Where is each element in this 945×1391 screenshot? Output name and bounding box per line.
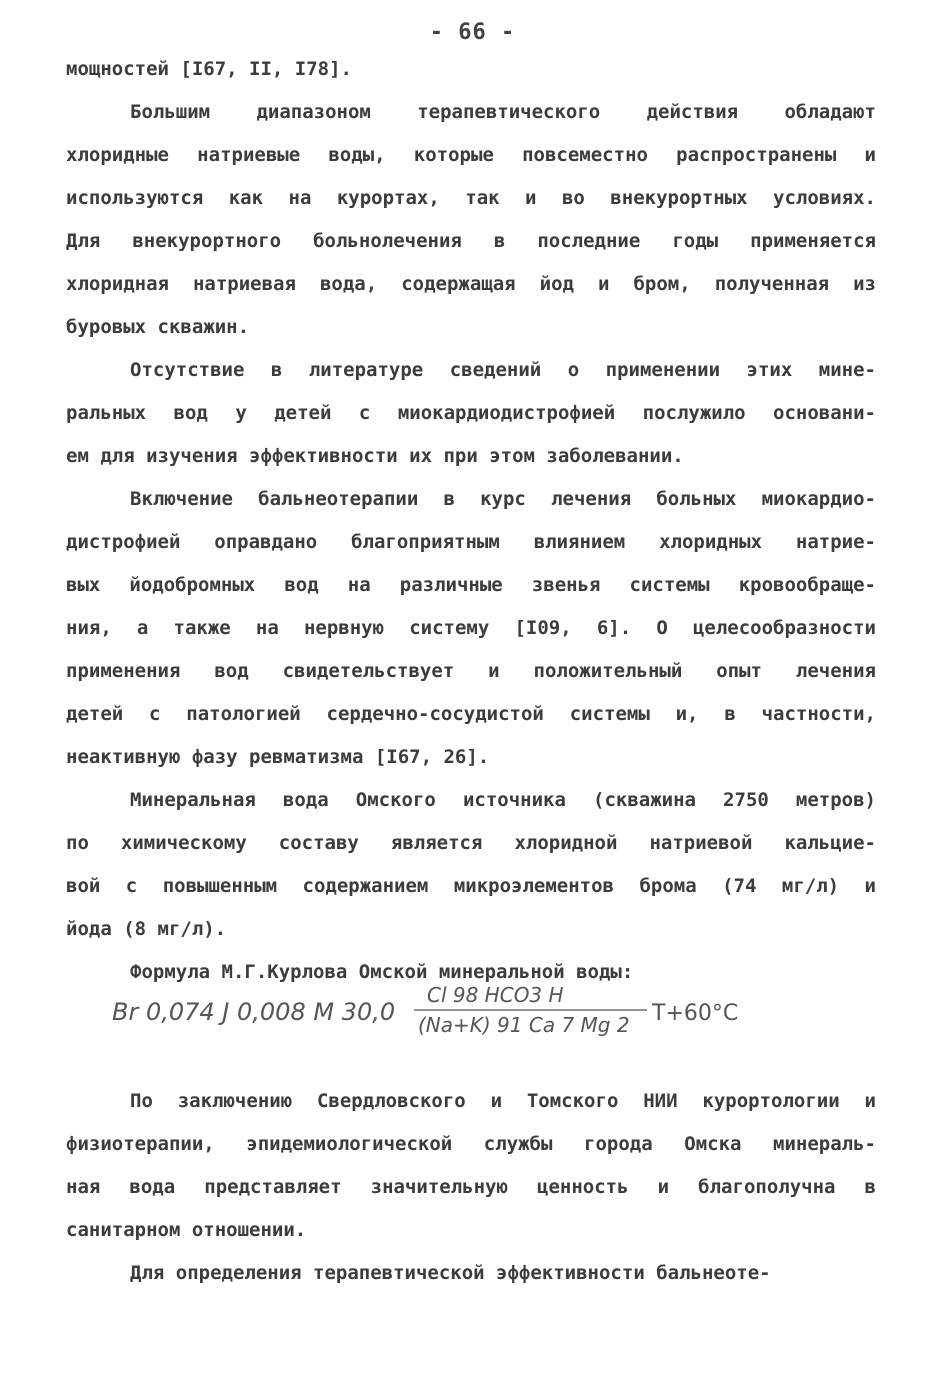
- text-line: По заключению Свердловского и Томского НИИ курортологии и: [130, 1090, 876, 1112]
- text-line: дистрофией оправдано благоприятным влиянием хлоридных натрие-: [66, 531, 876, 553]
- text-line: применения вод свидетельствует и положительный опыт лечения: [66, 660, 876, 682]
- text-line: Для определения терапевтической эффективности бальнеоте-: [130, 1262, 771, 1284]
- text-line: по химическому составу является хлоридной натриевой кальцие-: [66, 832, 876, 854]
- text-line: используются как на курортах, так и во внекурортных условиях.: [66, 187, 876, 209]
- kurlov-formula: [112, 980, 752, 1040]
- formula-denominator: (Na+K) 91 Ca 7 Mg 2: [418, 1013, 630, 1037]
- formula-prefix: Br 0,074 J 0,008 M 30,0: [112, 998, 396, 1026]
- text-line: неактивную фазу ревматизма [I67, 26].: [66, 746, 490, 768]
- body-text: [66, 48, 876, 1295]
- text-line: ральных вод у детей с миокардиодистрофией послужило основани-: [66, 402, 876, 424]
- text-line: йода (8 мг/л).: [66, 918, 227, 940]
- text-line: Большим диапазоном терапевтического действия обладают: [130, 101, 876, 123]
- text-line: ная вода представляет значительную ценность и благополучна в: [66, 1176, 876, 1198]
- text-line: хлоридная натриевая вода, содержащая йод и бром, полученная из: [66, 273, 876, 295]
- formula-numerator: Cl 98 HCO3 H: [427, 983, 564, 1007]
- text-line: буровых скважин.: [66, 316, 250, 338]
- text-line: санитарном отношении.: [66, 1219, 307, 1241]
- text-line: ем для изучения эффективности их при этом заболевании.: [66, 445, 684, 467]
- page-number: - 66 -: [429, 20, 516, 45]
- text-line: Отсутствие в литературе сведений о применении этих мине-: [130, 359, 876, 381]
- text-line: Минеральная вода Омского источника (скважина 2750 метров): [130, 789, 876, 811]
- text-line: вой с повышенным содержанием микроэлементов брома (74 мг/л) и: [66, 875, 876, 897]
- formula-suffix: T+60°C: [652, 1001, 739, 1026]
- text-line: физиотерапии, эпидемиологической службы города Омска минераль-: [66, 1133, 876, 1155]
- text-line: Для внекурортного больнолечения в последние годы применяется: [66, 230, 876, 252]
- text-line: ния, а также на нервную систему [I09, 6]. О целесообразности: [66, 617, 876, 639]
- text-line: Включение бальнеотерапии в курс лечения больных миокардио-: [130, 488, 876, 510]
- text-line: Формула М.Г.Курлова Омской минеральной воды:: [130, 961, 634, 983]
- text-line: мощностей [I67, II, I78].: [66, 58, 352, 80]
- text-line: хлоридные натриевые воды, которые повсеместно распространены и: [66, 144, 876, 166]
- text-line: вых йодобромных вод на различные звенья системы кровообраще-: [66, 574, 876, 596]
- text-line: детей с патологией сердечно-сосудистой системы и, в частности,: [66, 703, 876, 725]
